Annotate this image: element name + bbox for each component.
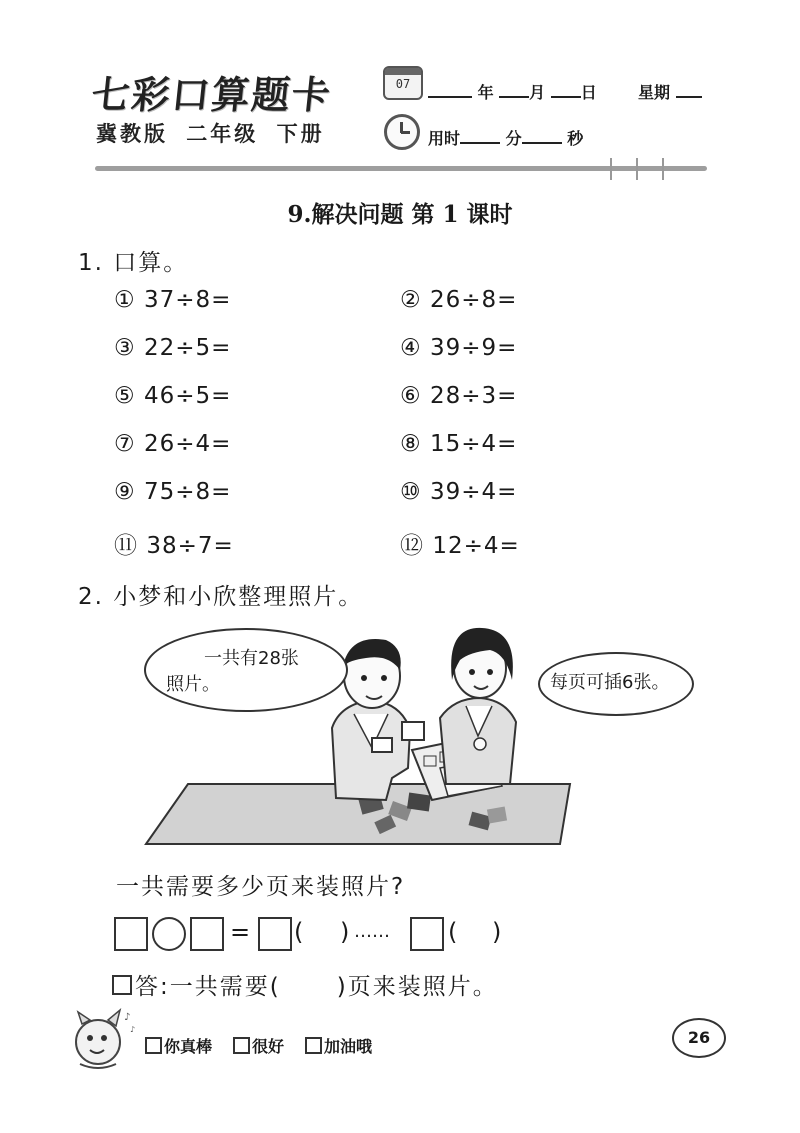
problem-number: ⑫ bbox=[400, 533, 424, 559]
problem-number: ⑥ bbox=[400, 383, 422, 409]
time-used-label: 用时 bbox=[428, 129, 461, 148]
year-blank[interactable] bbox=[428, 82, 472, 98]
date-fields bbox=[428, 80, 702, 103]
problem-expression: 15÷4= bbox=[429, 431, 518, 457]
weekday-blank[interactable] bbox=[676, 82, 702, 98]
brand-title: 七彩口算题卡 bbox=[89, 73, 334, 117]
svg-text:♪: ♪ bbox=[130, 1025, 136, 1034]
time-fields bbox=[428, 126, 583, 149]
paren-close: ) bbox=[340, 918, 350, 946]
problem-number: ⑧ bbox=[400, 431, 422, 457]
answer-suffix: )页来装照片。 bbox=[336, 974, 498, 1000]
divider-tick bbox=[610, 158, 612, 180]
rating-option[interactable] bbox=[305, 1034, 372, 1057]
question-2-prompt: 一共需要多少页来装照片? bbox=[116, 874, 406, 900]
question-2-label: 2. 小梦和小欣整理照片。 bbox=[78, 584, 364, 610]
problem-2 bbox=[400, 287, 517, 313]
remainder-ellipsis: …… bbox=[354, 921, 390, 942]
rating-label: 加油哦 bbox=[324, 1037, 373, 1056]
rating-label: 很好 bbox=[252, 1037, 285, 1056]
problem-expression: 38÷7= bbox=[146, 533, 234, 559]
month-blank[interactable] bbox=[499, 82, 529, 98]
speech-bubble-boy bbox=[144, 628, 348, 712]
problem-11 bbox=[114, 527, 234, 560]
minute-blank[interactable] bbox=[460, 128, 500, 144]
day-label: 日 bbox=[580, 83, 597, 102]
problem-12 bbox=[400, 527, 520, 560]
divider-tick bbox=[662, 158, 664, 180]
equation-box[interactable] bbox=[190, 917, 224, 951]
svg-text:♪: ♪ bbox=[124, 1012, 131, 1023]
problem-5 bbox=[114, 383, 231, 409]
paren-open: ( bbox=[294, 918, 304, 946]
second-blank[interactable] bbox=[522, 128, 562, 144]
divider-tick bbox=[636, 158, 638, 180]
rating-option[interactable] bbox=[145, 1034, 212, 1057]
second-label: 秒 bbox=[567, 129, 584, 148]
clock-icon bbox=[384, 114, 420, 150]
speech-text: 每页可插6张。 bbox=[550, 672, 670, 693]
problem-number: ⑪ bbox=[114, 533, 138, 559]
problem-expression: 28÷3= bbox=[429, 383, 518, 409]
answer-line bbox=[112, 968, 498, 1001]
question-1-label: 1. 口算。 bbox=[78, 250, 189, 276]
year-label: 年 bbox=[477, 83, 494, 102]
problem-expression: 39÷4= bbox=[429, 479, 518, 505]
problem-7 bbox=[114, 431, 231, 457]
equals-sign: = bbox=[230, 918, 251, 946]
problem-expression: 12÷4= bbox=[432, 533, 520, 559]
problem-4 bbox=[400, 335, 517, 361]
problem-6 bbox=[400, 383, 517, 409]
problem-expression: 39÷9= bbox=[429, 335, 518, 361]
rating-label: 你真棒 bbox=[164, 1037, 213, 1056]
problem-expression: 37÷8= bbox=[143, 287, 232, 313]
equation-row bbox=[112, 914, 532, 954]
equation-box[interactable] bbox=[258, 917, 292, 951]
problem-expression: 75÷8= bbox=[143, 479, 232, 505]
checkbox-icon[interactable] bbox=[233, 1037, 250, 1054]
problem-number: ⑩ bbox=[400, 479, 422, 505]
problem-number: ① bbox=[114, 287, 136, 313]
paren-close: ) bbox=[492, 918, 502, 946]
problem-number: ③ bbox=[114, 335, 136, 361]
answer-prefix: 答:一共需要( bbox=[135, 974, 281, 1000]
edition-label: 冀教版 二年级 下册 bbox=[96, 122, 325, 146]
problem-3 bbox=[114, 335, 231, 361]
speech-text-line: 照片。 bbox=[166, 674, 220, 695]
problem-expression: 46÷5= bbox=[143, 383, 232, 409]
equation-box[interactable] bbox=[114, 917, 148, 951]
problem-number: ⑤ bbox=[114, 383, 136, 409]
speech-text-line: 一共有28张 bbox=[204, 648, 299, 669]
problem-9 bbox=[114, 479, 231, 505]
calendar-icon bbox=[383, 66, 423, 100]
problem-number: ④ bbox=[400, 335, 422, 361]
operator-circle[interactable] bbox=[152, 917, 186, 951]
minute-label: 分 bbox=[505, 129, 522, 148]
lesson-title: 9.解决问题 第 1 课时 bbox=[287, 201, 513, 228]
problem-number: ② bbox=[400, 287, 422, 313]
problem-8 bbox=[400, 431, 517, 457]
checkbox-icon[interactable] bbox=[305, 1037, 322, 1054]
calendar-number: 07 bbox=[395, 77, 411, 91]
header-divider bbox=[95, 166, 707, 171]
problem-10 bbox=[400, 479, 517, 505]
problem-number: ⑦ bbox=[114, 431, 136, 457]
weekday-label: 星期 bbox=[637, 83, 670, 102]
speech-bubble-girl bbox=[538, 652, 694, 716]
month-label: 月 bbox=[529, 83, 546, 102]
equation-box[interactable] bbox=[410, 917, 444, 951]
page-number: 26 bbox=[672, 1018, 726, 1058]
problem-expression: 26÷4= bbox=[143, 431, 232, 457]
paren-open: ( bbox=[448, 918, 458, 946]
mascot-icon bbox=[68, 1006, 140, 1074]
problem-1 bbox=[114, 287, 231, 313]
illustration-children-photos bbox=[140, 618, 700, 850]
day-blank[interactable] bbox=[551, 82, 581, 98]
checkbox-icon[interactable] bbox=[145, 1037, 162, 1054]
problem-number: ⑨ bbox=[114, 479, 136, 505]
answer-box-icon bbox=[112, 975, 132, 995]
problem-expression: 26÷8= bbox=[429, 287, 518, 313]
problem-expression: 22÷5= bbox=[143, 335, 232, 361]
rating-option[interactable] bbox=[233, 1034, 284, 1057]
